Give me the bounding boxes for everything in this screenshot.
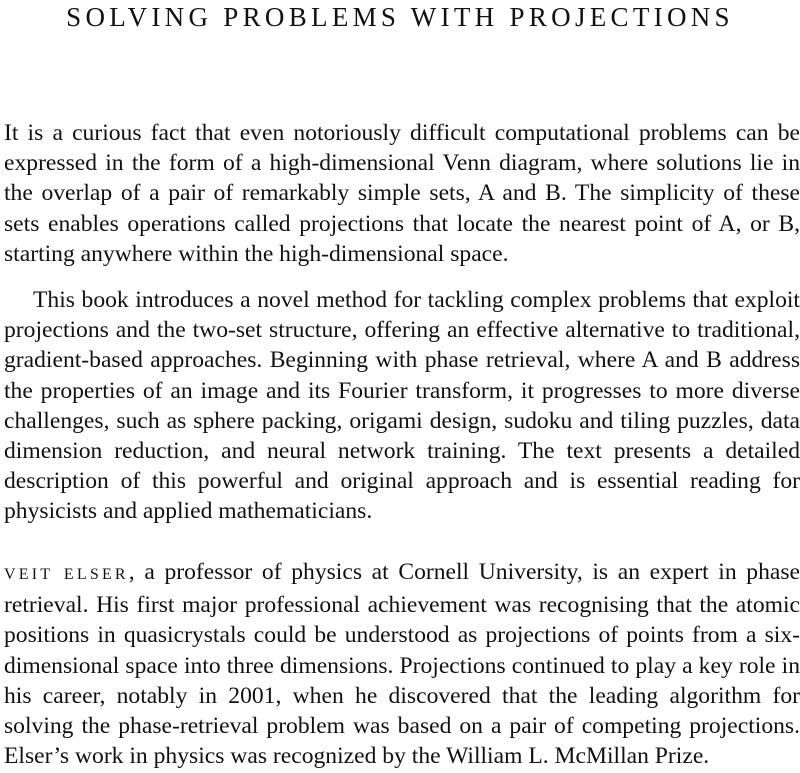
author-name: VEIT ELSER: [4, 566, 129, 583]
author-bio-text: , a professor of physics at Cornell University, is an expert in phase retrieval. His first major professional achievement was recognising that the atomic positions in quasicrystals could be understood as projections of points from a six-dimensional space into three dimensions. Projections continued to play a key role in his career, notably in 2001, when he discovered that the leading algorithm for solving the phase-retrieval problem was based on a pair of competing projections. Elser’s work in physics was recognized by the William L. McMillan Prize.: [4, 559, 800, 770]
paragraph-text: This book introduces a novel method for tackling complex problems that exploit projections and the two-set structure, offering an effective alternative to traditional, gradient-based approaches. Beginning with phase retrieval, where A and B address the properties of an image and its Fourier transform, it progresses to more diverse challenges, such as sphere packing, origami design, sudoku and tiling puzzles, data dimension reduction, and neural network training. The text presents a detailed description of this powerful and original approach and is essential reading for physicists and applied mathematicians.: [4, 287, 800, 525]
description-paragraph-2: [4, 285, 800, 527]
book-title: SOLVING PROBLEMS WITH PROJECTIONS: [66, 2, 734, 32]
author-bio-paragraph: [4, 557, 800, 771]
author-biography: [4, 557, 800, 771]
description-paragraph-1: [4, 118, 800, 269]
paragraph-text: It is a curious fact that even notoriously difficult computational problems can be expressed in the form of a high-dimensional Venn diagram, where solutions lie in the overlap of a pair of remarkably simple sets, A and B. The simplicity of these sets enables operations called projections that locate the nearest point of A, or B, starting anywhere within the high-dimensional space.: [4, 120, 800, 267]
